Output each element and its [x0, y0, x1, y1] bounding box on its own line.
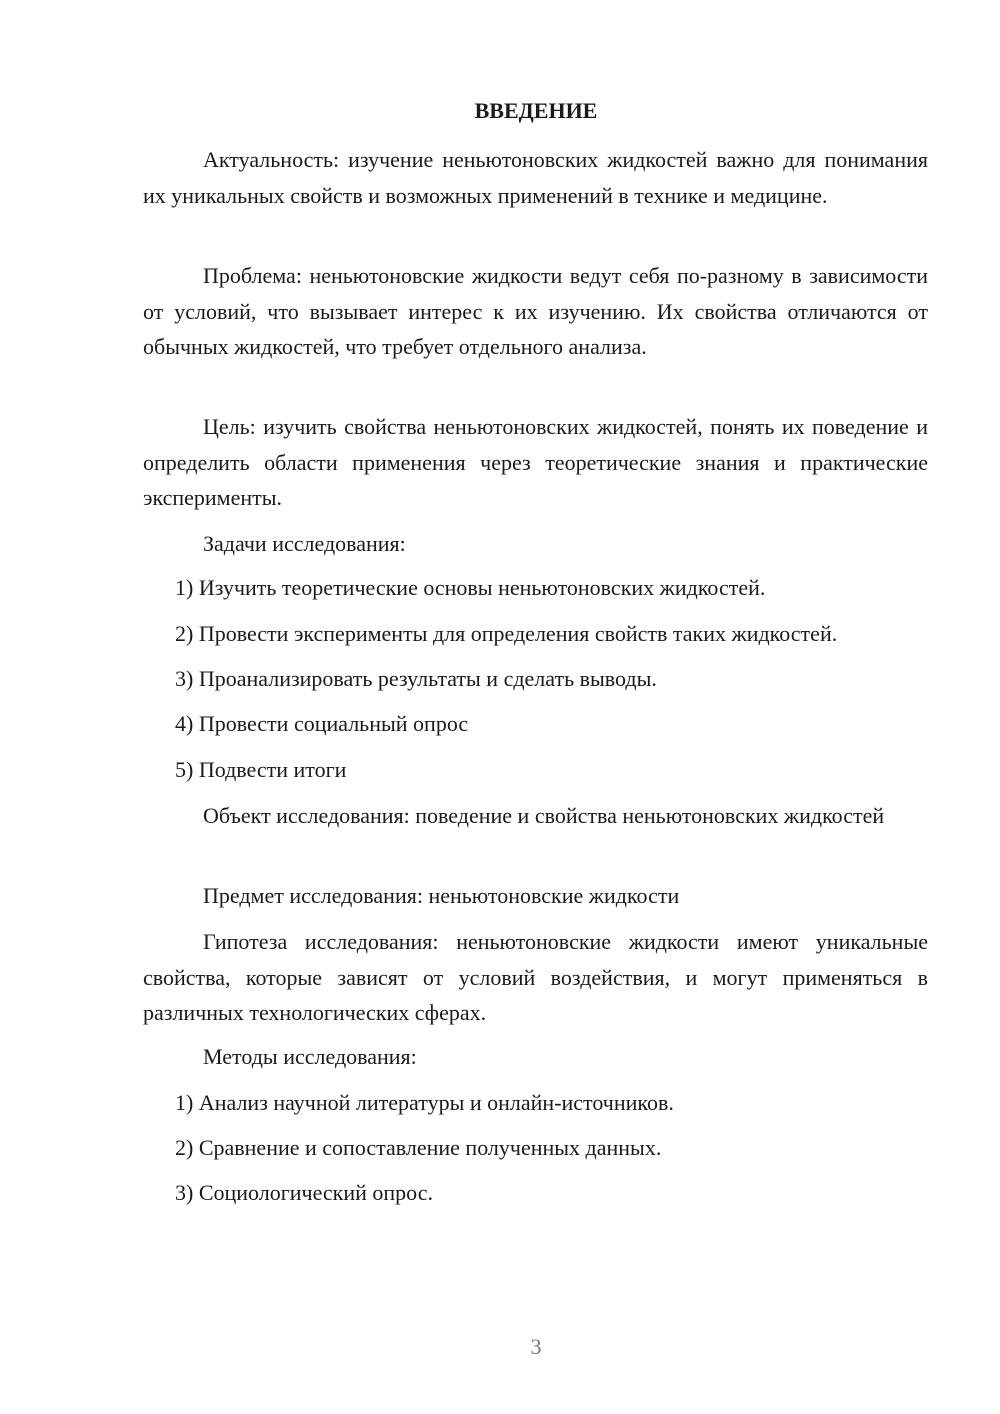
relevance-paragraph: Актуальность: изучение неньютоновских жидкостей важно для понимания их уникальных свойств и возможных применений в технике и медицине.	[143, 147, 928, 208]
method-item: 3) Социологический опрос.	[175, 1180, 433, 1205]
task-item: 4) Провести социальный опрос	[175, 711, 469, 736]
problem-paragraph: Проблема: неньютоновские жидкости ведут себя по-разному в зависимости от условий, что вызывает интерес к их изучению. Их свойства отличаются от обычных жидкостей, что требует отдельного анализа.	[143, 263, 928, 359]
task-item: 2) Провести эксперименты для определения свойств таких жидкостей.	[175, 621, 838, 646]
task-item: 5) Подвести итоги	[175, 757, 347, 782]
page-number: 3	[530, 1334, 542, 1359]
hypothesis-paragraph: Гипотеза исследования: неньютоновские жидкости имеют уникальные свойства, которые зависят от условий воздействия, и могут применяться в различных технологических сферах.	[143, 929, 928, 1025]
task-item: 3) Проанализировать результаты и сделать выводы.	[175, 666, 657, 691]
task-item: 1) Изучить теоретические основы неньютоновских жидкостей.	[175, 575, 766, 600]
method-item: 2) Сравнение и сопоставление полученных данных.	[175, 1135, 662, 1160]
section-heading: ВВЕДЕНИЕ	[474, 98, 598, 123]
method-item: 1) Анализ научной литературы и онлайн-источников.	[175, 1090, 674, 1115]
object-paragraph: Объект исследования: поведение и свойства неньютоновских жидкостей	[203, 803, 885, 828]
subject-line: Предмет исследования: неньютоновские жидкости	[203, 883, 680, 908]
goal-paragraph: Цель: изучить свойства неньютоновских жидкостей, понять их поведение и определить области применения через теоретические знания и практические эксперименты.	[143, 414, 928, 510]
tasks-heading: Задачи исследования:	[203, 531, 406, 556]
methods-heading: Методы исследования:	[203, 1044, 417, 1069]
